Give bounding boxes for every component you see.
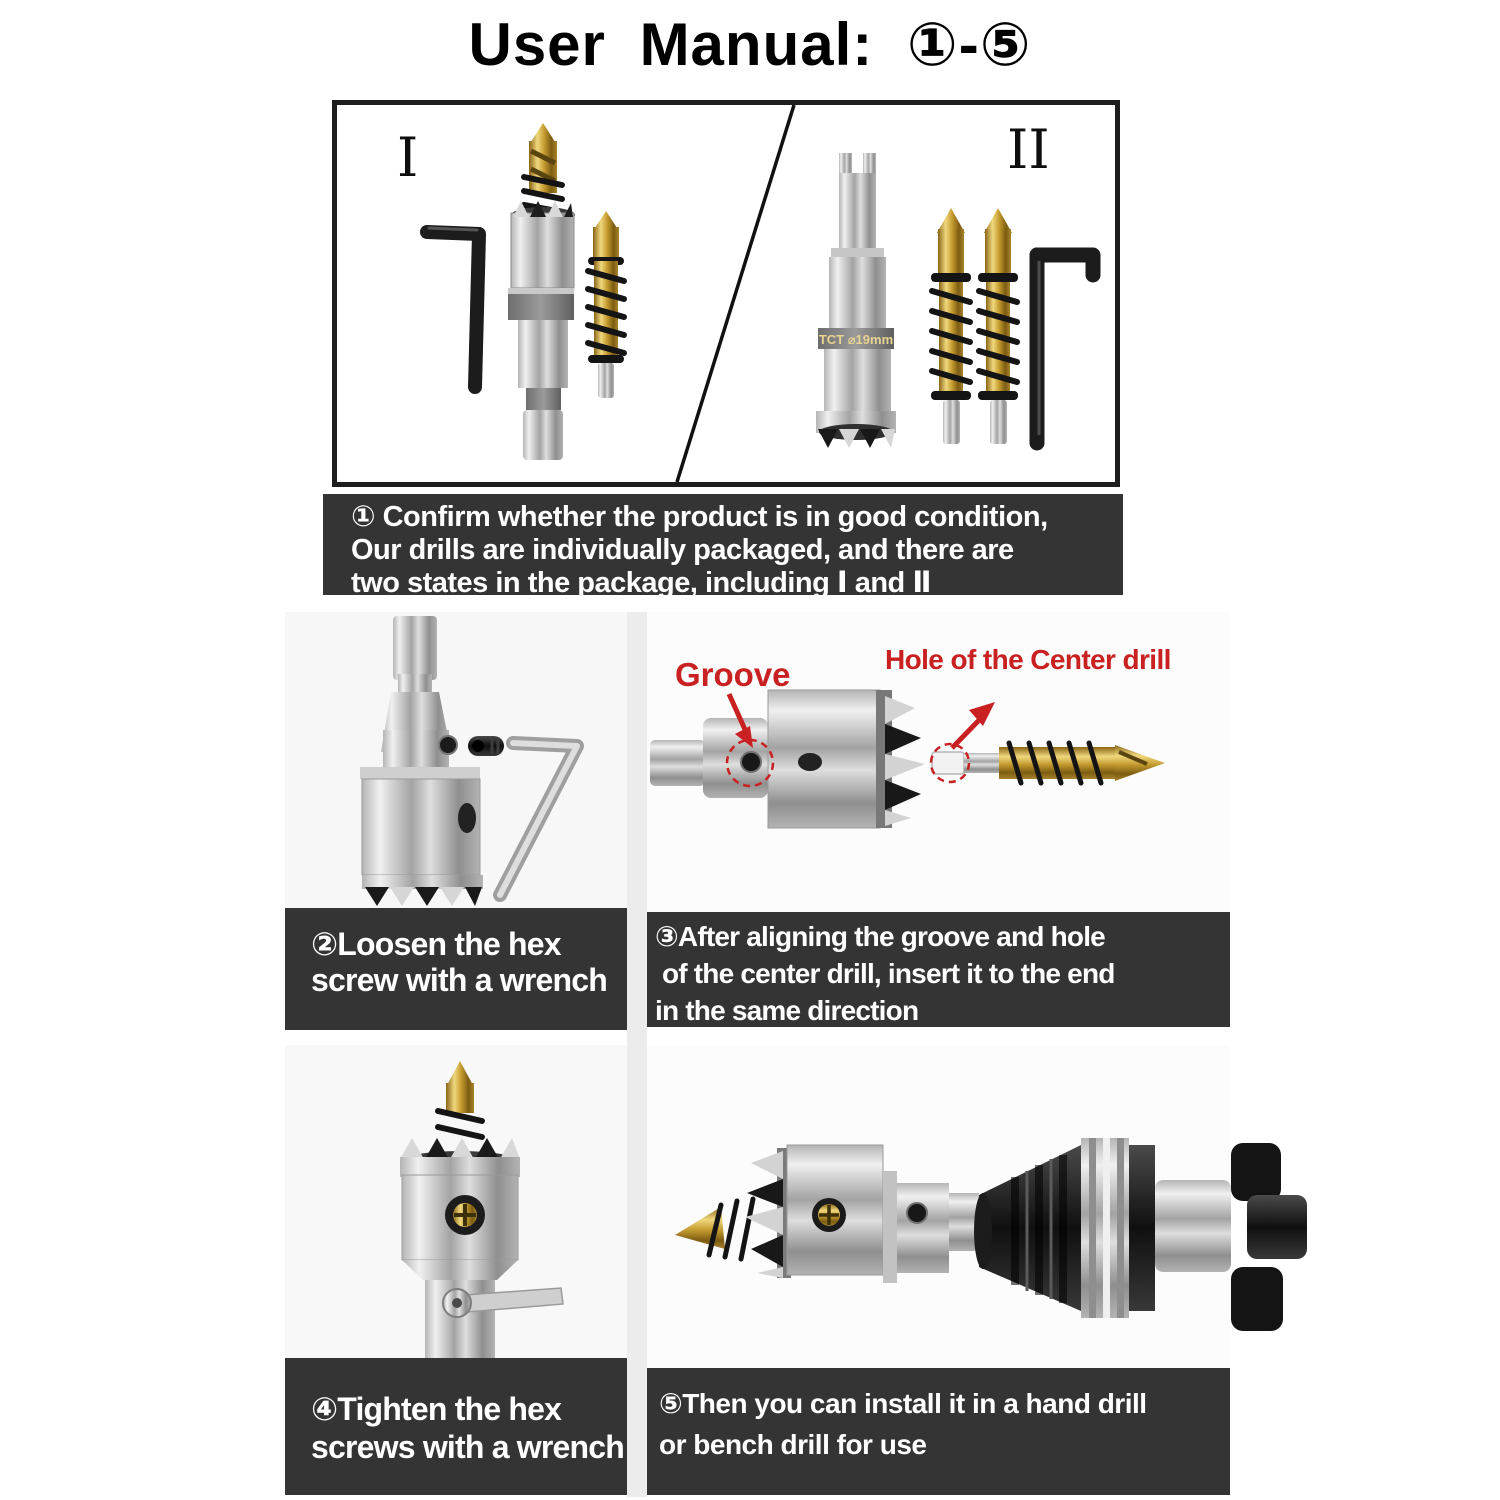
state-one-label: I	[397, 126, 419, 189]
state-one-hex-wrench-icon	[427, 228, 479, 387]
caption-step5	[647, 1368, 1230, 1495]
groove-annotation-label: Groove	[675, 656, 791, 693]
caption-step1	[323, 494, 1123, 599]
panel-step5-photo	[647, 1045, 1230, 1368]
state-two-holesaw	[816, 153, 896, 448]
state-two-center-drill-2	[978, 208, 1018, 444]
state-two-center-drill-1	[931, 208, 971, 444]
panel-step2-photo	[285, 612, 627, 908]
package-contents-illustration	[337, 105, 1115, 482]
state-two-label: II	[1007, 118, 1050, 181]
panel-step4-photo	[285, 1045, 627, 1358]
caption-step5-line2: or bench drill for use	[659, 1429, 927, 1460]
shank-engraving-label: TCT ⌀19mm	[818, 332, 894, 347]
package-states-panel	[332, 100, 1120, 487]
hex-wrench-silver-icon	[500, 743, 577, 895]
state-one-holesaw-with-drill	[508, 123, 575, 460]
center-drill-horizontal	[932, 743, 1165, 783]
diagonal-divider-line	[677, 105, 794, 482]
caption-step2	[285, 908, 627, 1030]
caption-step3	[647, 912, 1230, 1027]
holesaw-vertical	[360, 616, 483, 906]
state-two-hex-wrench-icon	[1037, 255, 1093, 443]
caption-step4-line2: screws with a wrench	[311, 1429, 625, 1465]
hex-set-screw-icon	[468, 736, 504, 756]
caption-step1-line2: Our drills are individually packaged, and there are	[351, 534, 1014, 566]
page-title: User Manual: ①-⑤	[468, 11, 1032, 78]
state-one-spare-center-drill	[588, 211, 624, 398]
step2-illustration	[285, 612, 627, 908]
holesaw-horizontal	[650, 690, 925, 828]
step4-illustration	[285, 1045, 627, 1358]
caption-step5-line1: ⑤Then you can install it in a hand drill	[659, 1388, 1147, 1419]
panel-step3-photo	[647, 612, 1230, 912]
caption-step4	[285, 1358, 627, 1495]
caption-step2-line1: ②Loosen the hex	[311, 926, 561, 962]
caption-step3-line2: of the center drill, insert it to the end	[655, 958, 1115, 989]
column-gap-strip	[627, 612, 647, 1497]
caption-step4-line1: ④Tighten the hex	[311, 1391, 562, 1427]
caption-step2-line2: screw with a wrench	[311, 962, 608, 998]
hand-drill-chuck	[974, 1138, 1307, 1331]
caption-step1-line1: ① Confirm whether the product is in good condition,	[351, 501, 1048, 533]
holesaw-in-chuck	[675, 1145, 979, 1283]
caption-step1-line3: two states in the package, including Ⅰ and Ⅱ	[351, 567, 931, 599]
caption-step3-line3: in the same direction	[655, 995, 919, 1026]
caption-step3-line1: ③After aligning the groove and hole	[655, 921, 1105, 952]
step5-illustration	[647, 1045, 1307, 1368]
center-drill-hole-annotation-label: Hole of the Center drill	[885, 644, 1171, 675]
wrench-inserted-icon	[443, 1288, 563, 1317]
